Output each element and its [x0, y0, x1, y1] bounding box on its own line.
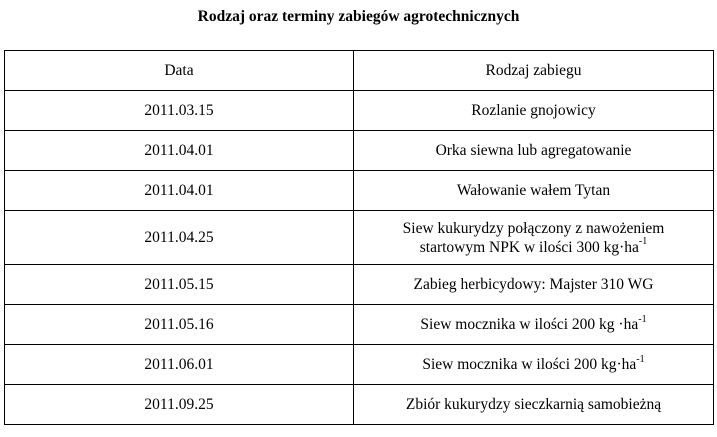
table-row [5, 131, 714, 171]
table-title: Rodzaj oraz terminy zabiegów agrotechnicznych [197, 8, 520, 25]
treatment-text: Siew mocznika w ilości 200 kg·ha [422, 356, 637, 373]
table-row [5, 385, 714, 425]
table-row [5, 265, 714, 305]
treatment-cell [354, 345, 714, 385]
treatment-cell [354, 265, 714, 305]
date-cell: 2011.04.25 [5, 211, 354, 265]
treatment-text: Zabieg herbicydowy: Majster 310 WG [413, 276, 654, 293]
treatment-text-line2: startowym NPK w ilości 300 kg·ha [419, 238, 639, 256]
date-cell: 2011.04.01 [5, 131, 354, 171]
treatment-text-line1: Siew kukurydzy połączony z nawożeniem [402, 219, 665, 237]
treatment-cell [354, 91, 714, 131]
treatment-cell [354, 305, 714, 345]
treatment-text: Wałowanie wałem Tytan [456, 182, 611, 199]
date-cell: 2011.04.01 [5, 171, 354, 211]
treatment-cell [354, 131, 714, 171]
treatments-table [4, 50, 714, 425]
unit-exponent: -1 [638, 313, 647, 325]
date-cell: 2011.05.16 [5, 305, 354, 345]
table-row [5, 305, 714, 345]
unit-exponent: -1 [638, 236, 648, 248]
treatment-cell [354, 171, 714, 211]
table-row [5, 91, 714, 131]
treatment-text: Orka siewna lub agregatowanie [435, 142, 632, 159]
table-row [5, 171, 714, 211]
date-cell: 2011.06.01 [5, 345, 354, 385]
date-cell: 2011.03.15 [5, 91, 354, 131]
treatment-text: Zbiór kukurydzy sieczkarnią samobieżną [405, 396, 662, 413]
table-row [5, 345, 714, 385]
date-cell: 2011.05.15 [5, 265, 354, 305]
header-row [5, 51, 714, 91]
treatment-text: Siew mocznika w ilości 200 kg ·ha [420, 316, 639, 333]
unit-exponent: -1 [636, 353, 645, 365]
date-cell: 2011.09.25 [5, 385, 354, 425]
treatment-text: Rozlanie gnojowicy [471, 102, 596, 119]
header-treatment-type: Rodzaj zabiegu [354, 51, 714, 91]
treatment-cell [354, 385, 714, 425]
header-date: Data [5, 51, 354, 91]
treatment-cell [354, 211, 714, 265]
table-row [5, 211, 714, 265]
